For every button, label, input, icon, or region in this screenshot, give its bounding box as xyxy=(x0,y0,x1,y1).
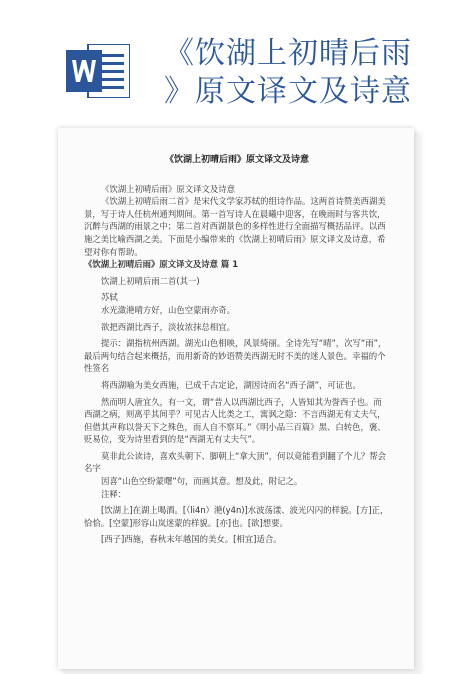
document-content xyxy=(84,154,390,546)
paragraph: 莫非此公读诗，喜欢头朝下、脚朝上“拿大顶”，何以竟能看到翻了个儿？帮会名字 xyxy=(84,450,387,474)
paragraph: 《饮湖上初晴后雨》原文译文及诗意 xyxy=(101,183,235,194)
document-page xyxy=(58,128,414,669)
poem-title: 饮湖上初晴后雨二首(其一) xyxy=(101,275,200,286)
paragraph: 然而明人唐宜久，有一文，谓“昔人以西湖比西子，人皆知其为誉西子也。而西湖之病，则离乎其间乎？可见古人比类之工，寓讽之隐：不言西湖无有丈夫气，但借其声称以誉天下之殊色，而人自不察耳。”《明小品三百篇》黑、白转色，褒、贬易位，变为诗里看到的是“西湖无有丈夫气”。 xyxy=(84,396,386,445)
paragraph: [西子]西施，春秋末年越国的美女。[相宜]适合。 xyxy=(101,534,282,545)
document-title: 《饮湖上初晴后雨》原文译文及诗意 xyxy=(164,155,309,165)
banner-title-line-2: 》原文译文及诗意 xyxy=(164,74,412,109)
paragraph: 将西湖喻为美女西施，已成千古定论，湖因诗而名“西子湖”，可证也。 xyxy=(101,379,361,390)
document-preview xyxy=(58,128,418,669)
notes-heading: 注释： xyxy=(101,488,127,499)
poem-line: 欲把西湖比西子，淡妆浓抹总相宜。 xyxy=(101,321,235,332)
paragraph: [饮湖上]在湖上喝酒。[（li4n）滟(y4n)]水波荡漾、波光闪闪的样貌。[方]正，恰恰。[空蒙]形容山岚迷蒙的样貌。[亦]也。[欲]想要。 xyxy=(84,505,389,528)
section-heading: 《饮湖上初晴后雨》原文译文及诗意 篇 1 xyxy=(84,259,239,270)
word-document-icon xyxy=(66,44,130,98)
paragraph: 《饮湖上初晴后雨二首》是宋代文学家苏轼的组诗作品。这两首诗赞美西湖美景，写于诗人任杭州通判期间。第一首写诗人在晨曦中迎客，在晚雨时与客共饮，沉醉与西湖的雨景之中；第二首对西湖景色的多样性进行全面描写概括品评。以西施之美比喻西湖之美。下面是小编带来的《饮湖上初晴后雨》原文译文及诗意，希望对你有帮助。 xyxy=(84,196,386,257)
paragraph: 因喜“山色空纷蒙曙”句，而画其意。想及此，附记之。 xyxy=(101,476,303,487)
header-banner xyxy=(0,0,474,120)
poem-author: 苏轼 xyxy=(101,292,118,303)
banner-title-line-1: 《饮湖上初晴后雨 xyxy=(164,36,412,71)
paragraph: 提示：湖指杭州西湖。湖光山色相映，风景绮丽。全诗先写“晴”，次写“雨”，最后两句结合起来概括，而用新奇的妙语赞美西湖无时不美的迷人景色。幸福的个性签名 xyxy=(84,338,387,374)
poem-line: 水光潋滟晴方好，山色空蒙雨亦奇。 xyxy=(101,304,235,315)
